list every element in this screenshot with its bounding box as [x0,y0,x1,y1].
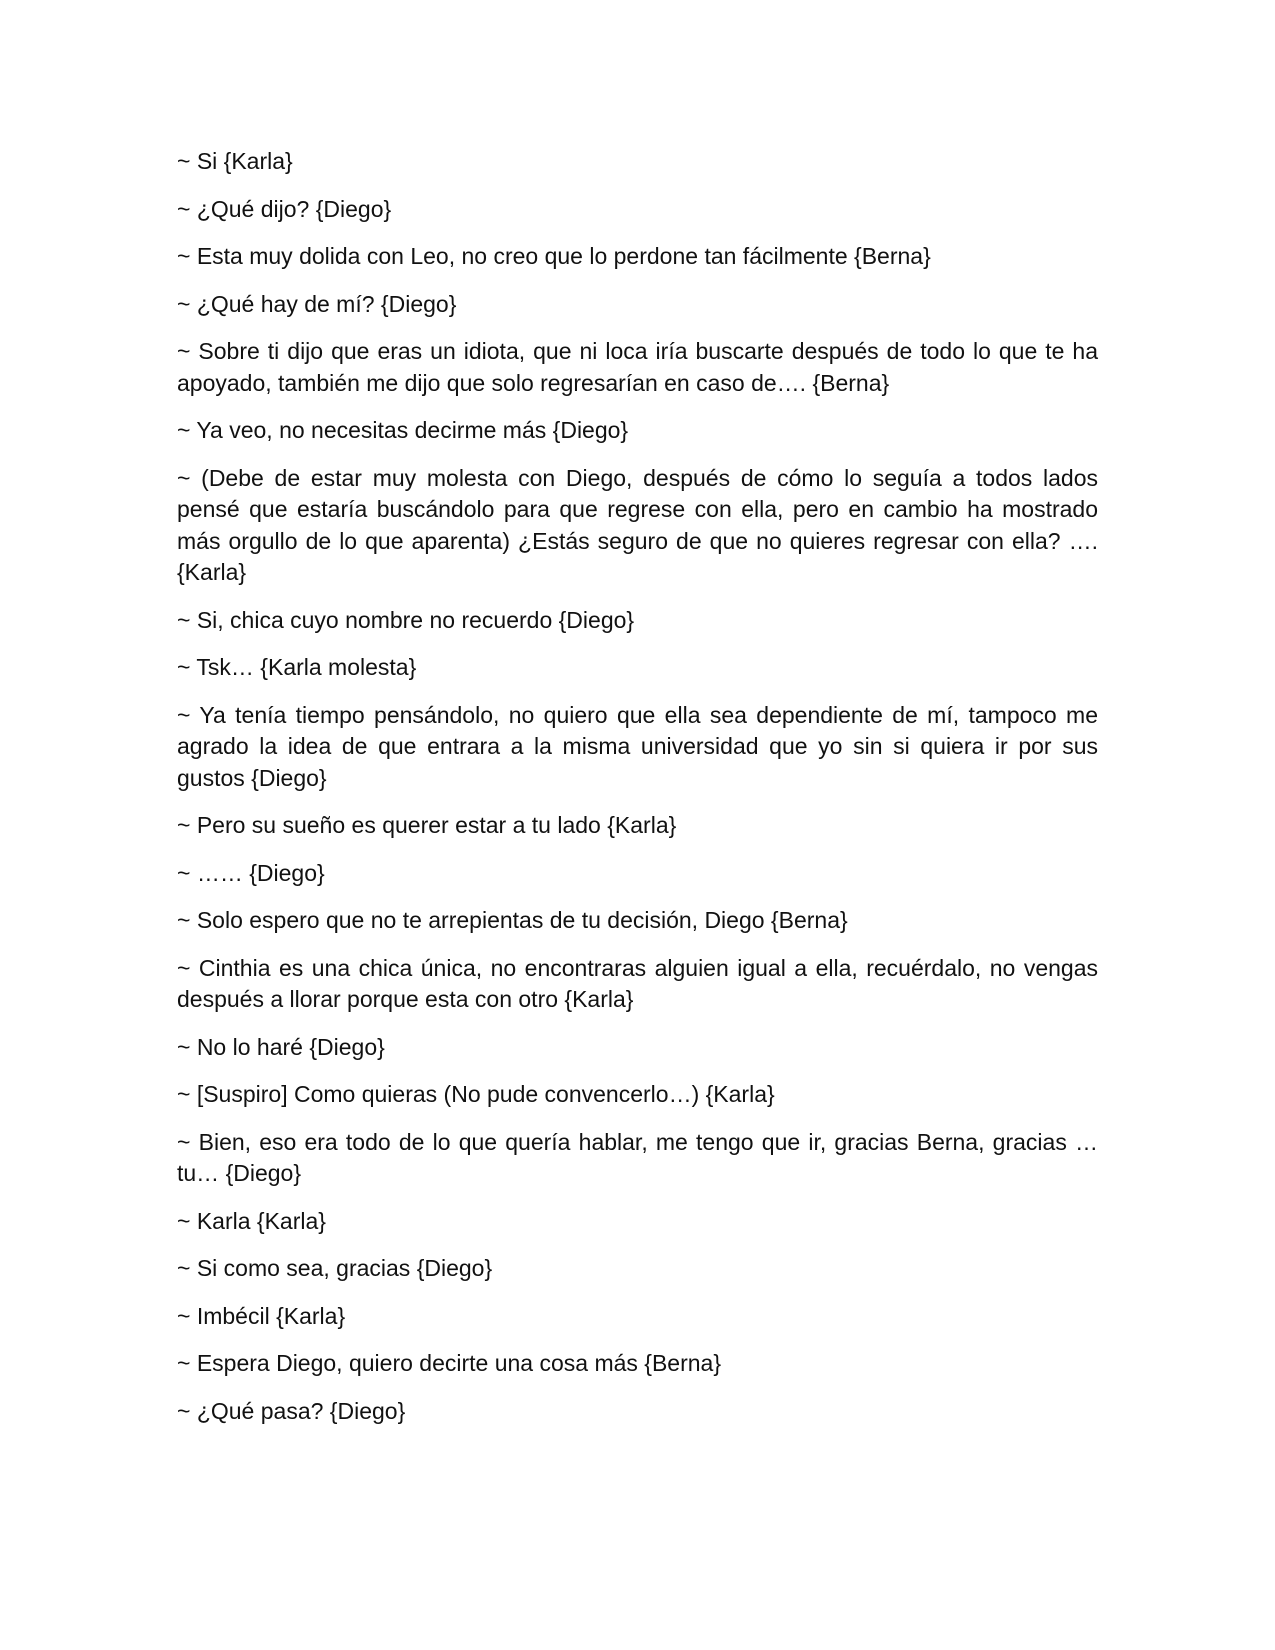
dialogue-line: ~ …… {Diego} [177,859,325,886]
dialogue-line: ~ [Suspiro] Como quieras (No pude convencerlo…) {Karla} [177,1081,775,1107]
dialogue-line: ~ No lo haré {Diego} [177,1033,385,1060]
dialogue-line: ~ Sobre ti dijo que eras un idiota, que ni loca iría buscarte después de todo lo que te ha apoyado, también me dijo que solo regresarían en caso de…. {Berna} [177,338,1098,396]
dialogue-line: ~ Espera Diego, quiero decirte una cosa más {Berna} [177,1350,722,1376]
dialogue-line: ~ Pero su sueño es querer estar a tu lado {Karla} [177,812,677,838]
dialogue-line: ~ Cinthia es una chica única, no encontraras alguien igual a ella, recuérdalo, no vengas después a llorar porque esta con otro {Karla} [177,954,1098,1012]
dialogue-line: ~ (Debe de estar muy molesta con Diego, después de cómo lo seguía a todos lados pensé que estaría buscándolo para que regrese con ella, pero en cambio ha mostrado más orgullo de lo que aparenta) ¿Estás seguro de que no quieres regresar con ella? …. {Karla} [177,464,1098,585]
dialogue-line: ~ ¿Qué hay de mí? {Diego} [177,290,457,317]
dialogue-line: ~ Ya tenía tiempo pensándolo, no quiero que ella sea dependiente de mí, tampoco me agrado la idea de que entrara a la misma universidad que yo sin si quiera ir por sus gustos {Diego} [177,701,1098,791]
dialogue-line: ~ ¿Qué dijo? {Diego} [177,195,392,222]
dialogue-line: ~ Imbécil {Karla} [177,1302,346,1329]
dialogue-line: ~ Tsk… {Karla molesta} [177,654,417,680]
dialogue-line: ~ Si {Karla} [177,148,293,174]
dialogue-line: ~ Karla {Karla} [177,1207,326,1234]
dialogue-line: ~ Ya veo, no necesitas decirme más {Diego} [177,417,629,443]
document-page [177,146,1098,1443]
dialogue-line: ~ Bien, eso era todo de lo que quería hablar, me tengo que ir, gracias Berna, gracias … tu… {Diego} [177,1128,1098,1186]
dialogue-line: ~ Solo espero que no te arrepientas de tu decisión, Diego {Berna} [177,907,848,933]
dialogue-line: ~ Esta muy dolida con Leo, no creo que lo perdone tan fácilmente {Berna} [177,243,931,269]
dialogue-line: ~ Si como sea, gracias {Diego} [177,1255,493,1281]
dialogue-line: ~ Si, chica cuyo nombre no recuerdo {Diego} [177,606,635,633]
dialogue-line: ~ ¿Qué pasa? {Diego} [177,1397,406,1424]
